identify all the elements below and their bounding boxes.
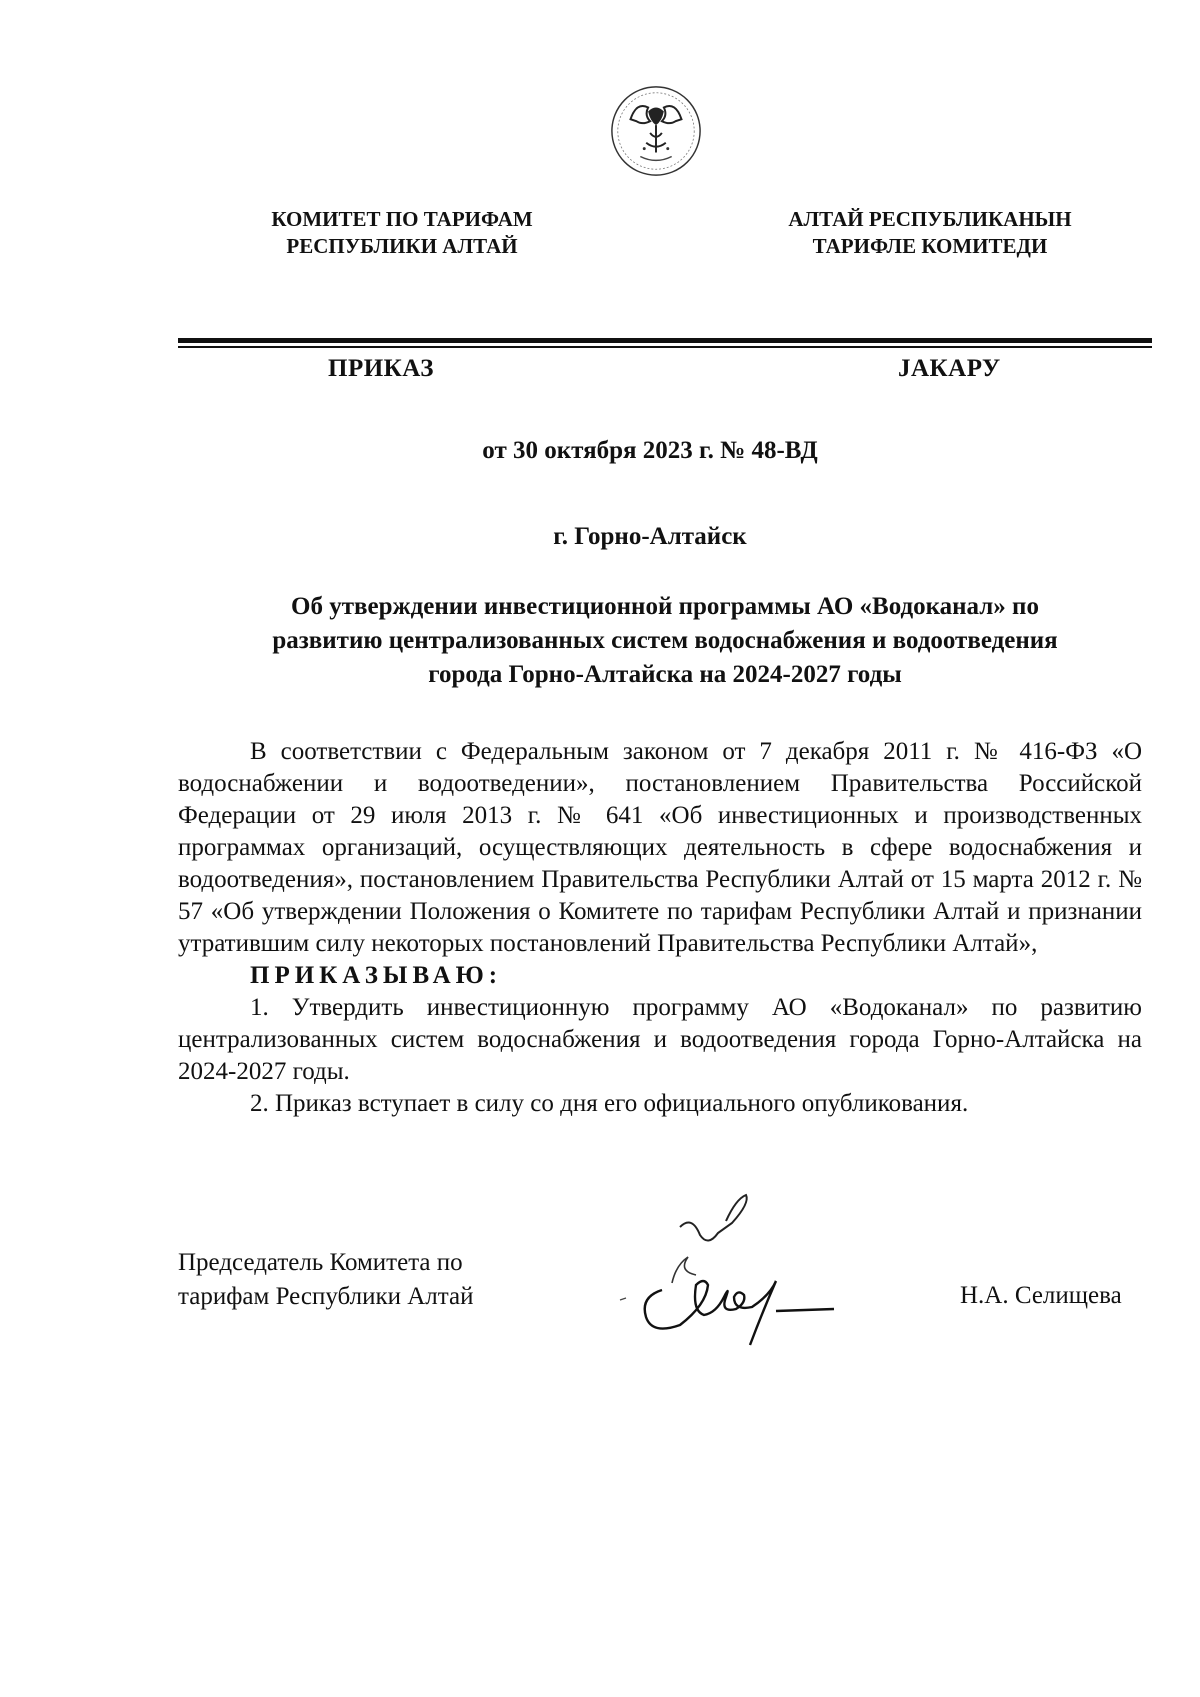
org-name-russian-line-1: КОМИТЕТ ПО ТАРИФАМ xyxy=(271,207,533,231)
org-name-russian xyxy=(232,206,572,260)
doc-type-russian: ПРИКАЗ xyxy=(328,355,434,382)
document-title xyxy=(180,590,1150,692)
date-number: от 30 октября 2023 г. № 48-ВД xyxy=(482,437,818,464)
document-body xyxy=(178,736,1142,1120)
doc-type-altai: JАКАРУ xyxy=(898,355,1001,382)
header-rule-thin xyxy=(178,346,1152,348)
signatory-position xyxy=(178,1246,473,1314)
city: г. Горно-Алтайск xyxy=(553,523,747,550)
order-word: ПРИКАЗЫВАЮ: xyxy=(250,962,503,989)
title-line-2: развитию централизованных систем водоснабжения и водоотведения xyxy=(272,627,1058,654)
signatory-position-line-1: Председатель Комитета по xyxy=(178,1249,463,1276)
handwritten-signature-icon xyxy=(600,1185,920,1355)
signatory-position-line-2: тарифам Республики Алтай xyxy=(178,1283,474,1310)
header-rule-thick xyxy=(178,338,1152,343)
org-name-altai-line-1: АЛТАЙ РЕСПУБЛИКАНЫН xyxy=(788,207,1072,231)
order-item-1: 1. Утвердить инвестиционную программу АО «Водоканал» по развитию централизованных систем водоснабжения и водоотведения города Горно-Алтайска на 2024-2027 годы. xyxy=(178,994,1142,1085)
title-line-3: города Горно-Алтайска на 2024-2027 годы xyxy=(428,661,902,688)
org-name-russian-line-2: РЕСПУБЛИКИ АЛТАЙ xyxy=(286,234,518,258)
preamble-paragraph: В соответствии с Федеральным законом от 7 декабря 2011 г. № 416-ФЗ «О водоснабжении и водоотведении», постановлением Правительства Российской Федерации от 29 июля 2013 г. № 641 «Об инвестиционных и производственных программах организаций, осуществляющих деятельность в сфере водоснабжения и водоотведения», постановлением Правительства Республики Алтай от 15 марта 2012 г. № 57 «Об утверждении Положения о Комитете по тарифам Республики Алтай и признании утратившим силу некоторых постановлений Правительства Республики Алтай», xyxy=(178,738,1142,957)
org-name-altai-line-2: ТАРИФЛЕ КОМИТЕДИ xyxy=(812,234,1048,258)
order-item-2: 2. Приказ вступает в силу со дня его официального опубликования. xyxy=(250,1090,969,1117)
republic-altai-emblem-icon xyxy=(607,82,705,180)
title-line-1: Об утверждении инвестиционной программы АО «Водоканал» по xyxy=(291,593,1039,620)
signatory-name: Н.А. Селищева xyxy=(960,1282,1122,1309)
org-name-altai xyxy=(760,206,1100,260)
